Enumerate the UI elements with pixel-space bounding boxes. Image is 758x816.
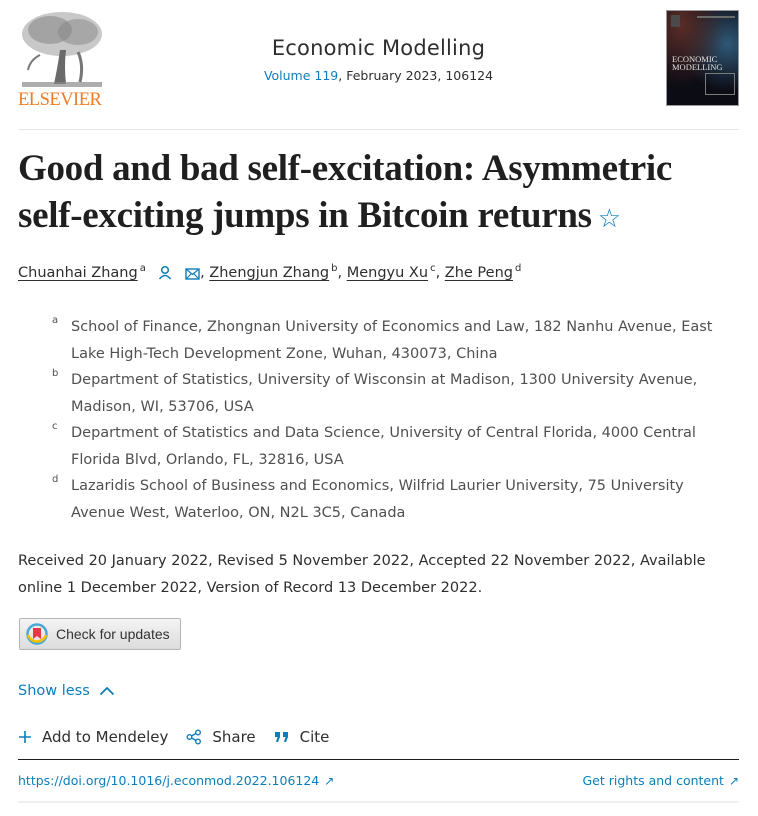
affiliation-label: d — [52, 474, 59, 485]
share-label: Share — [212, 728, 256, 746]
get-rights-text: Get rights and content — [582, 773, 724, 788]
affiliation-item — [52, 314, 732, 367]
affiliation-text: Department of Statistics, University of Wisconsin at Madison, 1300 University Avenue, Madison, WI, 53706, USA — [71, 372, 698, 415]
envelope-icon[interactable] — [185, 268, 200, 284]
affiliation-label: c — [52, 421, 58, 432]
article-title-text: Good and bad self-excitation: Asymmetric self-exciting jumps in Bitcoin returns — [18, 148, 672, 236]
article-actions-bar — [18, 728, 739, 760]
cover-logo — [671, 15, 680, 27]
affiliation-list — [52, 314, 732, 526]
affil-marker: a — [139, 263, 146, 274]
plus-icon — [18, 730, 32, 744]
journal-title[interactable]: Economic Modelling — [271, 36, 486, 60]
quote-icon — [274, 730, 290, 744]
affiliation-label: b — [52, 368, 59, 379]
author-list — [18, 263, 521, 284]
cite-label: Cite — [299, 728, 330, 746]
article-title — [18, 145, 738, 243]
doi-row — [18, 760, 739, 803]
author-link[interactable]: Zhengjun Zhang — [209, 265, 330, 281]
cite-button[interactable] — [274, 728, 330, 746]
journal-header — [18, 0, 739, 130]
journal-info — [18, 36, 739, 83]
doi-link[interactable] — [18, 773, 334, 788]
add-to-mendeley-label: Add to Mendeley — [42, 728, 169, 746]
separator: , — [337, 265, 347, 281]
cover-bar — [697, 16, 735, 18]
check-for-updates-button[interactable] — [19, 618, 181, 650]
separator: , — [435, 265, 445, 281]
check-for-updates-label: Check for updates — [56, 626, 170, 642]
cover-box — [705, 73, 735, 95]
person-icon[interactable] — [158, 265, 172, 284]
issue-date: , February 2023, 106124 — [338, 68, 494, 83]
share-button[interactable] — [186, 728, 255, 746]
affil-marker: c — [430, 263, 436, 274]
affiliation-text: Department of Statistics and Data Science, University of Central Florida, 4000 Central Florida Blvd, Orlando, FL, 32816, USA — [71, 425, 696, 468]
elsevier-wordmark: ELSEVIER — [18, 90, 102, 110]
affiliation-text: Lazaridis School of Business and Economics, Wilfrid Laurier University, 75 University Avenue West, Waterloo, ON, N2L 3C5, Canada — [71, 478, 684, 521]
cover-title-line1: ECONOMIC — [672, 54, 718, 64]
volume-link[interactable]: Volume 119 — [263, 68, 339, 83]
doi-text: https://doi.org/10.1016/j.econmod.2022.106124 — [18, 773, 320, 788]
author-link[interactable]: Zhe Peng — [444, 265, 513, 281]
show-less-toggle[interactable] — [18, 683, 115, 699]
cover-title-line2: MODELLING — [672, 62, 723, 72]
journal-issue-meta — [18, 68, 739, 83]
affiliation-label: a — [52, 315, 59, 326]
author-link[interactable]: Chuanhai Zhang — [18, 265, 138, 281]
external-link-icon: ↗ — [728, 774, 739, 788]
affil-marker: d — [514, 263, 522, 274]
show-less-label: Show less — [18, 683, 90, 699]
author-link[interactable]: Mengyu Xu — [346, 265, 429, 281]
article-history-dates: Received 20 January 2022, Revised 5 November 2022, Accepted 22 November 2022, Available online 1 December 2022, Version of Record 13 December 2022. — [18, 553, 706, 596]
affiliation-item — [52, 473, 732, 526]
chevron-up-icon — [99, 686, 115, 696]
affiliation-text: School of Finance, Zhongnan University of Economics and Law, 182 Nanhu Avenue, East Lake High-Tech Development Zone, Wuhan, 430073, China — [71, 319, 713, 362]
affiliation-item — [52, 420, 732, 473]
affil-marker: b — [331, 263, 338, 274]
check-updates-icon — [26, 623, 48, 645]
cover-title — [672, 55, 723, 71]
get-rights-link[interactable] — [582, 773, 739, 788]
journal-cover-image[interactable] — [666, 10, 739, 106]
affiliation-item — [52, 367, 732, 420]
add-to-mendeley-button[interactable] — [18, 728, 168, 746]
separator: , — [200, 265, 210, 281]
share-icon — [186, 729, 202, 745]
external-link-icon: ↗ — [324, 774, 335, 788]
star-icon[interactable]: ☆ — [597, 204, 621, 234]
